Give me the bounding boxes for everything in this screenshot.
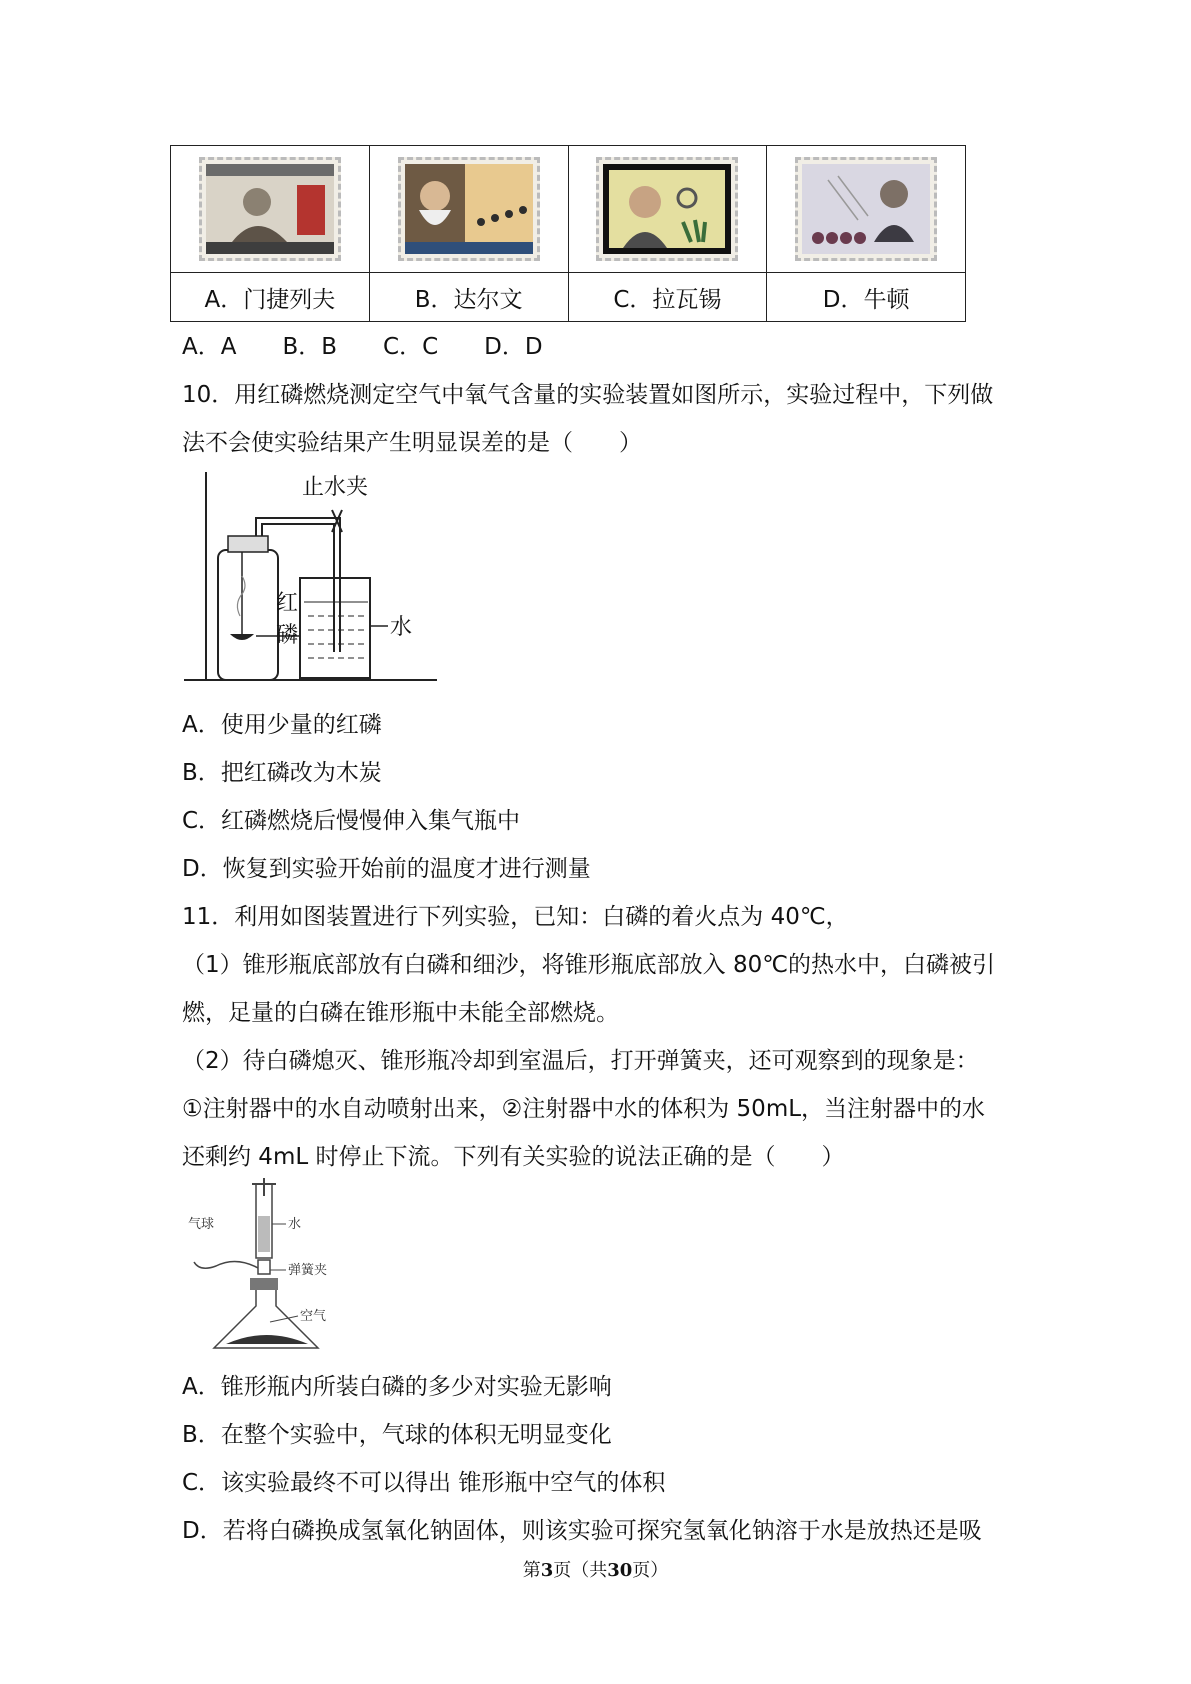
- q10-stem-line-2: 法不会使实验结果产生明显误差的是（ ）: [182, 430, 642, 456]
- stamp-label-b: B．达尔文: [369, 273, 568, 322]
- q10-apparatus-figure: [182, 466, 442, 688]
- q11-option-d: D．若将白磷换成氢氧化钠固体，则该实验可探究氢氧化钠溶于水是放热还是吸: [182, 1518, 982, 1544]
- air-label: 空气: [300, 1309, 327, 1324]
- stamp-cell-b: [369, 146, 568, 273]
- stamp-label-row: [171, 273, 966, 322]
- q10-stem-line-1: 10．用红磷燃烧测定空气中氧气含量的实验装置如图所示，实验过程中，下列做: [182, 382, 994, 408]
- q10-option-b: B．把红磷改为木炭: [182, 760, 382, 786]
- spring-clamp-label: 弹簧夹: [288, 1263, 328, 1278]
- q11-option-c: C．该实验最终不可以得出 锥形瓶中空气的体积: [182, 1470, 666, 1496]
- q11-stem-line-3: 燃，足量的白磷在锥形瓶中未能全部燃烧。: [182, 1000, 619, 1026]
- lavoisier-stamp-icon: [596, 157, 738, 261]
- footer-prefix: 第: [522, 1560, 541, 1581]
- phosphorus-label-1: 红: [276, 591, 299, 616]
- stamp-label-c: C．拉瓦锡: [568, 273, 767, 322]
- footer-total-pages: 30: [607, 1560, 633, 1581]
- footer-middle: 页（共: [553, 1560, 608, 1581]
- syringe-water-label: 水: [288, 1217, 302, 1232]
- q11-stem-line-2: （1）锥形瓶底部放有白磷和细沙，将锥形瓶底部放入 80℃的热水中，白磷被引: [182, 952, 996, 978]
- q9-options: A．A B．B C．C D．D: [182, 334, 543, 360]
- q11-apparatus-figure: [186, 1176, 356, 1356]
- q11-stem-line-6: 还剩约 4mL 时停止下流。下列有关实验的说法正确的是（ ）: [182, 1144, 845, 1170]
- footer-page-number: 3: [540, 1560, 554, 1581]
- stamp-image-row: [171, 146, 966, 273]
- clamp-label: 止水夹: [302, 475, 369, 500]
- water-label: 水: [390, 615, 413, 640]
- darwin-stamp-icon: [398, 157, 540, 261]
- stamp-label-a: A．门捷列夫: [171, 273, 370, 322]
- stamp-table: [170, 145, 966, 322]
- page-footer: [0, 1556, 1191, 1582]
- q11-stem-line-4: （2）待白磷熄灭、锥形瓶冷却到室温后，打开弹簧夹，还可观察到的现象是：: [182, 1048, 979, 1074]
- newton-stamp-icon: [795, 157, 937, 261]
- balloon-label: 气球: [188, 1217, 215, 1232]
- phosphorus-label-2: 磷: [276, 623, 299, 648]
- q10-option-c: C．红磷燃烧后慢慢伸入集气瓶中: [182, 808, 521, 834]
- footer-suffix: 页）: [632, 1560, 669, 1581]
- stamp-cell-d: [767, 146, 966, 273]
- stamp-cell-c: [568, 146, 767, 273]
- q11-option-a: A．锥形瓶内所装白磷的多少对实验无影响: [182, 1374, 612, 1400]
- mendeleev-stamp-icon: [199, 157, 341, 261]
- q10-option-a: A．使用少量的红磷: [182, 712, 382, 738]
- q11-stem-line-1: 11．利用如图装置进行下列实验，已知：白磷的着火点为 40℃，: [182, 904, 849, 930]
- stamp-cell-a: [171, 146, 370, 273]
- stamp-label-d: D．牛顿: [767, 273, 966, 322]
- q11-stem-line-5: ①注射器中的水自动喷射出来，②注射器中水的体积为 50mL，当注射器中的水: [182, 1096, 986, 1122]
- q10-option-d: D．恢复到实验开始前的温度才进行测量: [182, 856, 591, 882]
- q11-option-b: B．在整个实验中，气球的体积无明显变化: [182, 1422, 612, 1448]
